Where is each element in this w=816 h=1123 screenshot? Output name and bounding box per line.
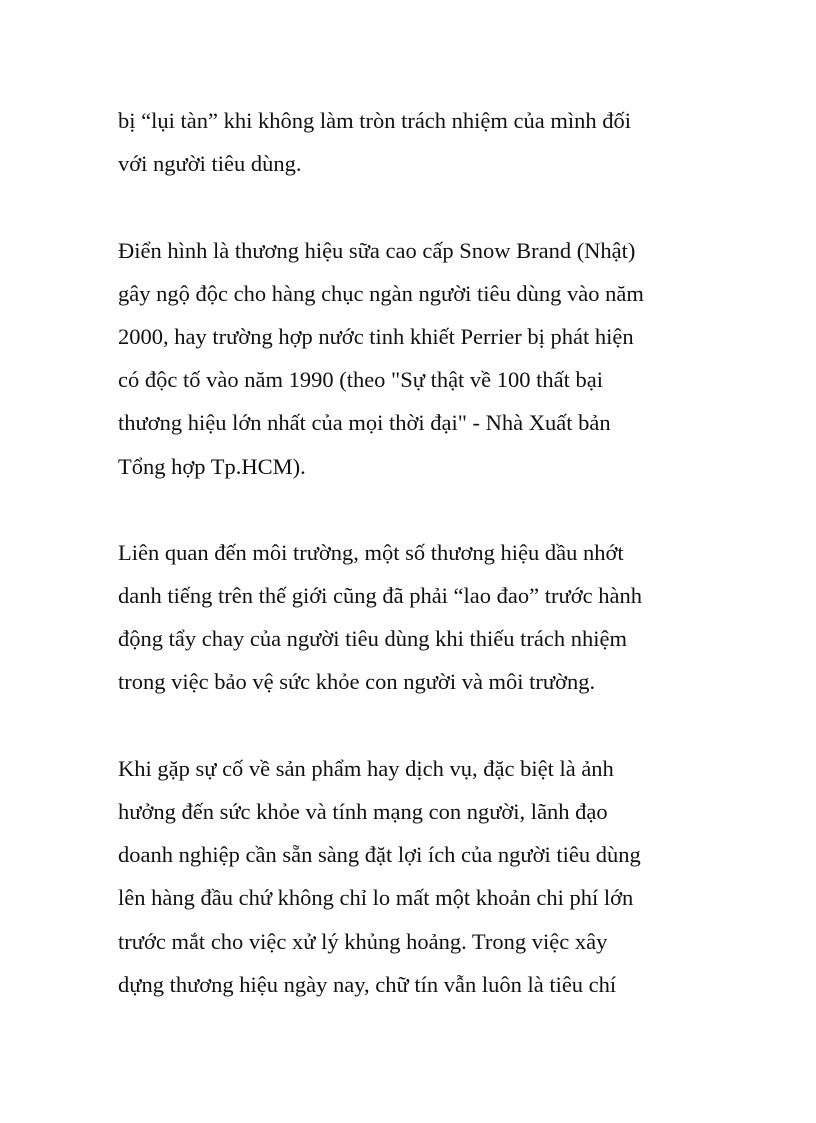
- text-line: hưởng đến sức khỏe và tính mạng con người, lãnh đạo: [118, 799, 608, 824]
- text-line: Tổng hợp Tp.HCM).: [118, 453, 306, 479]
- paragraph-2: [118, 229, 708, 488]
- document-body: [118, 99, 708, 1006]
- paragraph-3: [118, 531, 708, 704]
- text-line: Khi gặp sự cố về sản phẩm hay dịch vụ, đặc biệt là ảnh: [118, 755, 614, 781]
- text-line: gây ngộ độc cho hàng chục ngàn người tiêu dùng vào năm: [118, 280, 644, 306]
- text-line: bị “lụi tàn” khi không làm tròn trách nhiệm của mình đối: [118, 108, 632, 133]
- text-line: 2000, hay trường hợp nước tinh khiết Perrier bị phát hiện: [118, 323, 634, 349]
- text-line: danh tiếng trên thế giới cũng đã phải “lao đao” trước hành: [118, 583, 642, 609]
- text-line: lên hàng đầu chứ không chỉ lo mất một khoản chi phí lớn: [118, 885, 634, 911]
- paragraph-spacer: [118, 704, 708, 747]
- text-line: có độc tố vào năm 1990 (theo "Sự thật về 100 thất bại: [118, 367, 604, 393]
- paragraph-4: [118, 747, 708, 1006]
- text-line: Liên quan đến môi trường, một số thương hiệu dầu nhớt: [118, 539, 624, 565]
- paragraph-1: [118, 99, 708, 185]
- text-line: Điển hình là thương hiệu sữa cao cấp Snow Brand (Nhật): [118, 237, 636, 263]
- text-line: động tẩy chay của người tiêu dùng khi thiếu trách nhiệm: [118, 626, 627, 652]
- text-line: dựng thương hiệu ngày nay, chữ tín vẫn luôn là tiêu chí: [118, 971, 617, 997]
- text-line: doanh nghiệp cần sẵn sàng đặt lợi ích của người tiêu dùng: [118, 842, 641, 868]
- paragraph-spacer: [118, 185, 708, 228]
- text-line: trước mắt cho việc xử lý khủng hoảng. Trong việc xây: [118, 928, 608, 954]
- text-line: trong việc bảo vệ sức khỏe con người và môi trường.: [118, 669, 596, 695]
- text-line: thương hiệu lớn nhất của mọi thời đại" - Nhà Xuất bản: [118, 410, 611, 436]
- text-line: với người tiêu dùng.: [118, 151, 302, 177]
- paragraph-spacer: [118, 488, 708, 531]
